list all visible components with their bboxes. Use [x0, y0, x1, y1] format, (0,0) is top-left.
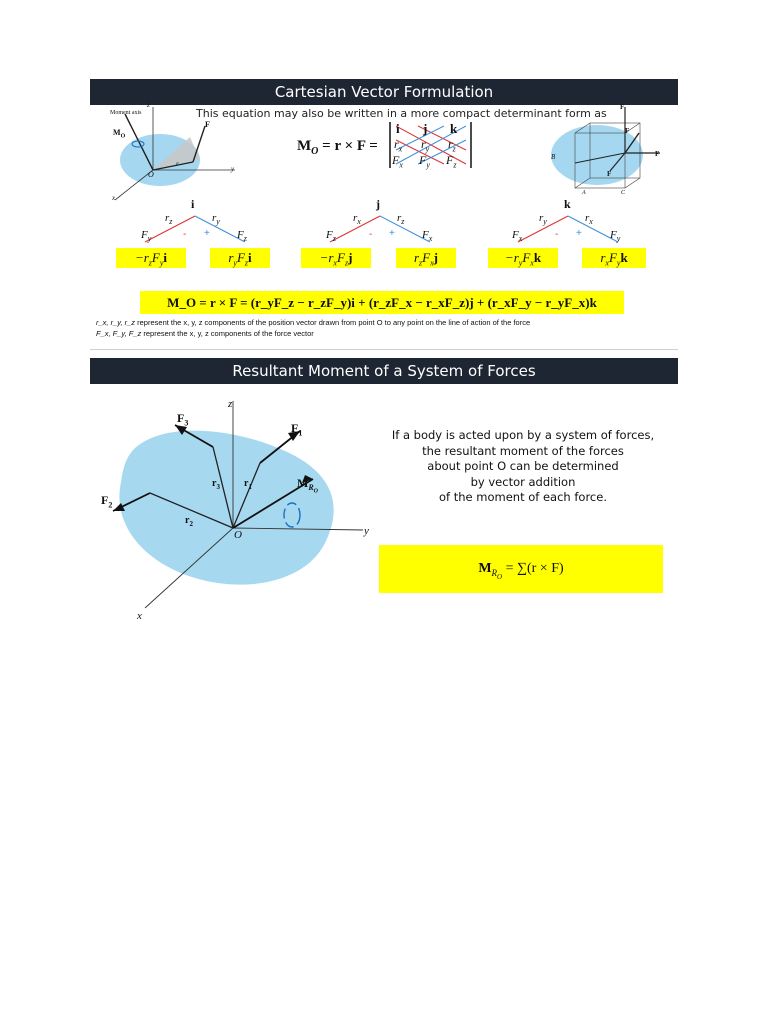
expansion-k-top-right: $r_x$	[585, 212, 593, 227]
r1-label: $r_1$	[244, 478, 252, 491]
determinant-lhs: $M_O = r \times F$ =	[297, 138, 378, 157]
expansion-j-pos-term: $r_zF_xj$	[396, 248, 456, 268]
fy-label: F	[655, 150, 660, 158]
note-position-components: r_x, r_y, r_z represent the x, y, z components of the position vector drawn from point O to any point on the line of action of the force	[96, 318, 531, 327]
expansion-k-bot-right: $F_y$	[610, 229, 621, 244]
expansion-k-unit: k	[564, 197, 571, 211]
f-box-label: F	[625, 127, 630, 135]
expansion-k-minus: -	[555, 229, 559, 240]
f-label: F	[205, 120, 210, 129]
fx-label: F	[607, 170, 612, 178]
section-divider	[90, 349, 678, 350]
expansion-j-minus: -	[369, 229, 373, 240]
force-components-box-figure	[545, 103, 680, 203]
section-title-resultant: Resultant Moment of a System of Forces	[90, 358, 678, 384]
expansion-i-unit: i	[191, 197, 195, 211]
expansion-i-minus: -	[183, 229, 187, 240]
expansion-j-unit: j	[376, 197, 380, 211]
origin-label: O	[234, 529, 242, 541]
z-axis-label-2: z	[228, 398, 233, 410]
expansion-i-top-left: $r_z$	[165, 212, 173, 227]
r3-label: $r_3$	[212, 478, 220, 491]
expansion-j-bot-left: $F_z$	[326, 229, 336, 244]
fz-label: F	[620, 103, 625, 111]
expansion-i-top-right: $r_y$	[212, 212, 220, 227]
y-axis-label: y	[231, 165, 235, 173]
expansion-j-bot-right: $F_x$	[422, 229, 433, 244]
x-axis-label-2: x	[137, 610, 142, 622]
resultant-moment-figure	[95, 393, 375, 623]
mro-label: $M_{R_O}$	[297, 476, 319, 495]
expansion-k-neg-term: $-r_yF_xk$	[488, 248, 558, 268]
resultant-description: If a body is acted upon by a system of forces, the resultant moment of the forces about point O can be determined by vector addition of the moment of each force.	[391, 428, 655, 504]
full-cross-product-equation: M_O = r × F = (r_yF_z − r_zF_y)i + (r_zF_x − r_xF_z)j + (r_xF_y − r_yF_x)k	[140, 291, 624, 314]
f3-label: $F_3$	[177, 411, 189, 428]
expansion-j-plus: +	[389, 228, 395, 239]
expansion-k-top-left: $r_y$	[539, 212, 547, 227]
r2-label: $r_2$	[185, 515, 193, 528]
mo-label: $M_O$	[113, 128, 126, 140]
b-label: B	[551, 153, 556, 161]
expansion-j-neg-term: $-r_xF_zj$	[301, 248, 371, 268]
moment-axis-label: Moment axis	[110, 110, 142, 116]
f2-label: $F_2$	[101, 493, 113, 510]
a-label: A	[582, 190, 586, 196]
expansion-k-plus: +	[576, 228, 582, 239]
expansion-i-neg-term: $-r_zF_yi$	[116, 248, 186, 268]
y-axis-label-2: y	[364, 525, 369, 537]
expansion-j-top-right: $r_z$	[397, 212, 405, 227]
moment-axis-figure	[105, 102, 245, 207]
z-axis-label: z	[147, 101, 150, 109]
expansion-i-plus: +	[204, 228, 210, 239]
resultant-moment-equation: $M_{R_O} = \sum(r \times F)$	[379, 545, 663, 593]
o-label: O	[148, 170, 154, 179]
expansion-j-top-left: $r_x$	[353, 212, 361, 227]
section-title-cartesian: Cartesian Vector Formulation	[90, 79, 678, 105]
x-axis-label: x	[112, 194, 116, 202]
expansion-k-bot-left: $F_x$	[512, 229, 523, 244]
expansion-i-pos-term: $r_yF_zi$	[210, 248, 270, 268]
c-label: C	[621, 190, 626, 196]
expansion-i-bot-right: $F_z$	[237, 229, 247, 244]
intro-text: This equation may also be written in a more compact determinant form as	[196, 107, 607, 120]
expansion-i-bot-left: $F_y$	[141, 229, 152, 244]
expansion-k-pos-term: $r_xF_yk$	[582, 248, 646, 268]
r-label: r	[176, 160, 179, 168]
note-force-components: F_x, F_y, F_z represent the x, y, z components of the force vector	[96, 329, 314, 338]
f1-label: $F_1$	[291, 421, 303, 438]
